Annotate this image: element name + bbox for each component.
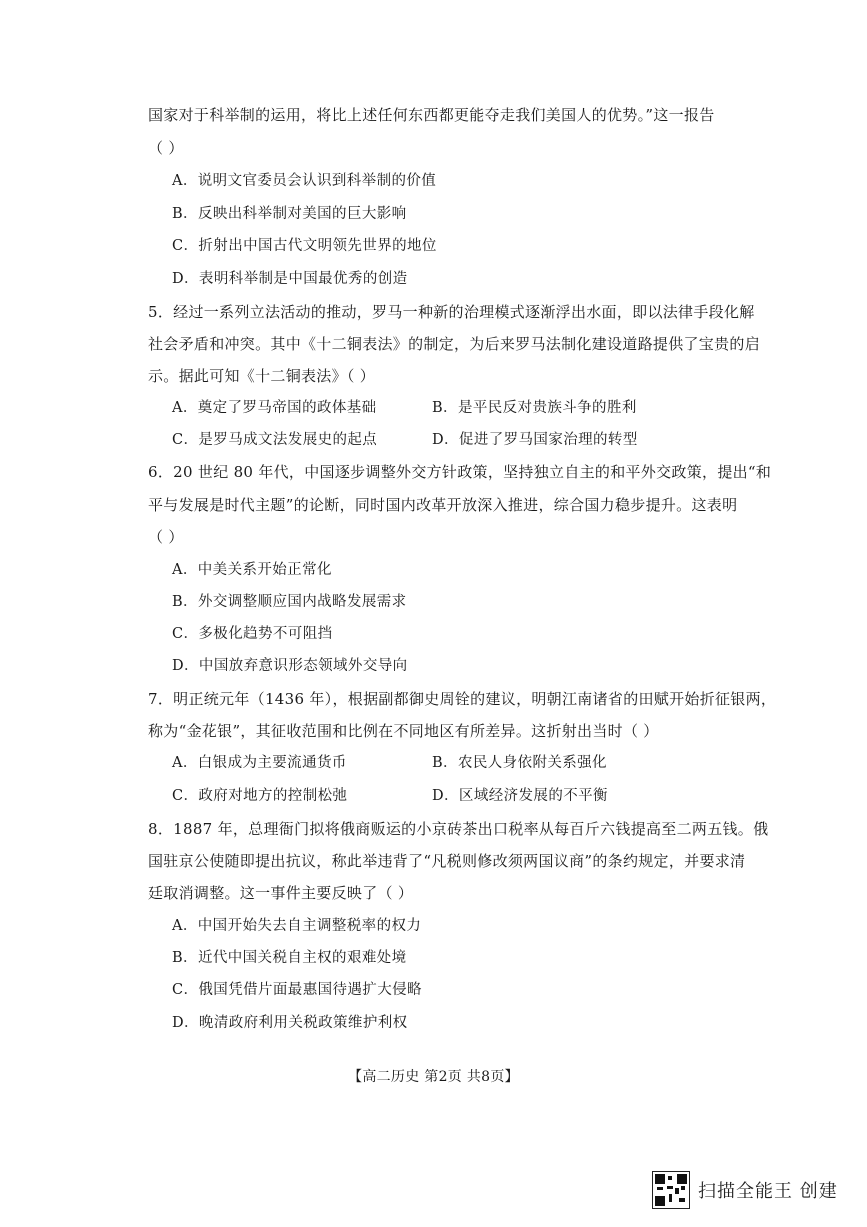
- q6-option-d: D．中国放弃意识形态领域外交导向: [172, 658, 408, 674]
- q8-stem-line: 廷取消调整。这一事件主要反映了（ ）: [148, 884, 414, 902]
- q6-option-b: B．外交调整顺应国内战略发展需求: [172, 594, 407, 610]
- page-footer: 【高二历史 第2页 共8页】: [348, 1069, 519, 1085]
- q4-answer-blank: （ ）: [148, 139, 184, 157]
- q5-stem-line: 5．经过一系列立法活动的推动，罗马一种新的治理模式逐渐浮出水面，即以法律手段化解: [148, 303, 755, 321]
- q7-option-c: C．政府对地方的控制松弛: [172, 788, 348, 804]
- q8-option-c: C．俄国凭借片面最惠国待遇扩大侵略: [172, 982, 422, 998]
- q7-option-d: D．区域经济发展的不平衡: [432, 788, 608, 804]
- q8-stem-line: 8．1887 年，总理衙门拟将俄商贩运的小京砖茶出口税率从每百斤六钱提高至二两五钱。俄: [148, 820, 769, 838]
- q4-option-b: B．反映出科举制对美国的巨大影响: [172, 206, 407, 222]
- q5-option-d: D．促进了罗马国家治理的转型: [432, 432, 638, 448]
- q5-stem-line: 示。据此可知《十二铜表法》（ ）: [148, 367, 376, 385]
- q5-option-b: B．是平民反对贵族斗争的胜利: [432, 400, 637, 416]
- q5-option-c: C．是罗马成文法发展史的起点: [172, 432, 378, 448]
- q7-option-a: A．白银成为主要流通货币: [172, 755, 347, 771]
- q5-stem-line: 社会矛盾和冲突。其中《十二铜表法》的制定，为后来罗马法制化建设道路提供了宝贵的启: [148, 335, 761, 353]
- q8-option-d: D．晚清政府利用关税政策维护利权: [172, 1015, 408, 1031]
- scanner-watermark: [652, 1170, 838, 1210]
- q4-option-d: D．表明科举制是中国最优秀的创造: [172, 271, 408, 287]
- q6-stem-line: 平与发展是时代主题”的论断，同时国内改革开放深入推进，综合国力稳步提升。这表明: [148, 496, 738, 514]
- q6-stem-line: 6．20 世纪 80 年代，中国逐步调整外交方针政策，坚持独立自主的和平外交政策，提出“和: [148, 463, 772, 481]
- q6-option-c: C．多极化趋势不可阻挡: [172, 626, 333, 642]
- q8-option-b: B．近代中国关税自主权的艰难处境: [172, 950, 407, 966]
- q4-option-a: A．说明文官委员会认识到科举制的价值: [172, 173, 437, 189]
- q4-stem-line: 国家对于科举制的运用，将比上述任何东西都更能夺走我们美国人的优势。”这一报告: [148, 106, 715, 124]
- q7-option-b: B．农民人身依附关系强化: [432, 755, 607, 771]
- q6-option-a: A．中美关系开始正常化: [172, 562, 332, 578]
- q6-stem-line: （ ）: [148, 528, 184, 546]
- q8-option-a: A．中国开始失去自主调整税率的权力: [172, 918, 422, 934]
- q5-option-a: A．奠定了罗马帝国的政体基础: [172, 400, 377, 416]
- q4-option-c: C．折射出中国古代文明领先世界的地位: [172, 238, 437, 254]
- q7-stem-line: 7．明正统元年（1436 年），根据副都御史周铨的建议，明朝江南诸省的田赋开始折征银两，: [148, 690, 777, 708]
- watermark-text: 扫描全能王 创建: [698, 1181, 838, 1202]
- qr-code-icon: [652, 1171, 690, 1209]
- q7-stem-line: 称为“金花银”，其征收范围和比例在不同地区有所差异。这折射出当时（ ）: [148, 722, 659, 740]
- q8-stem-line: 国驻京公使随即提出抗议，称此举违背了“凡税则修改须两国议商”的条约规定，并要求清: [148, 852, 746, 870]
